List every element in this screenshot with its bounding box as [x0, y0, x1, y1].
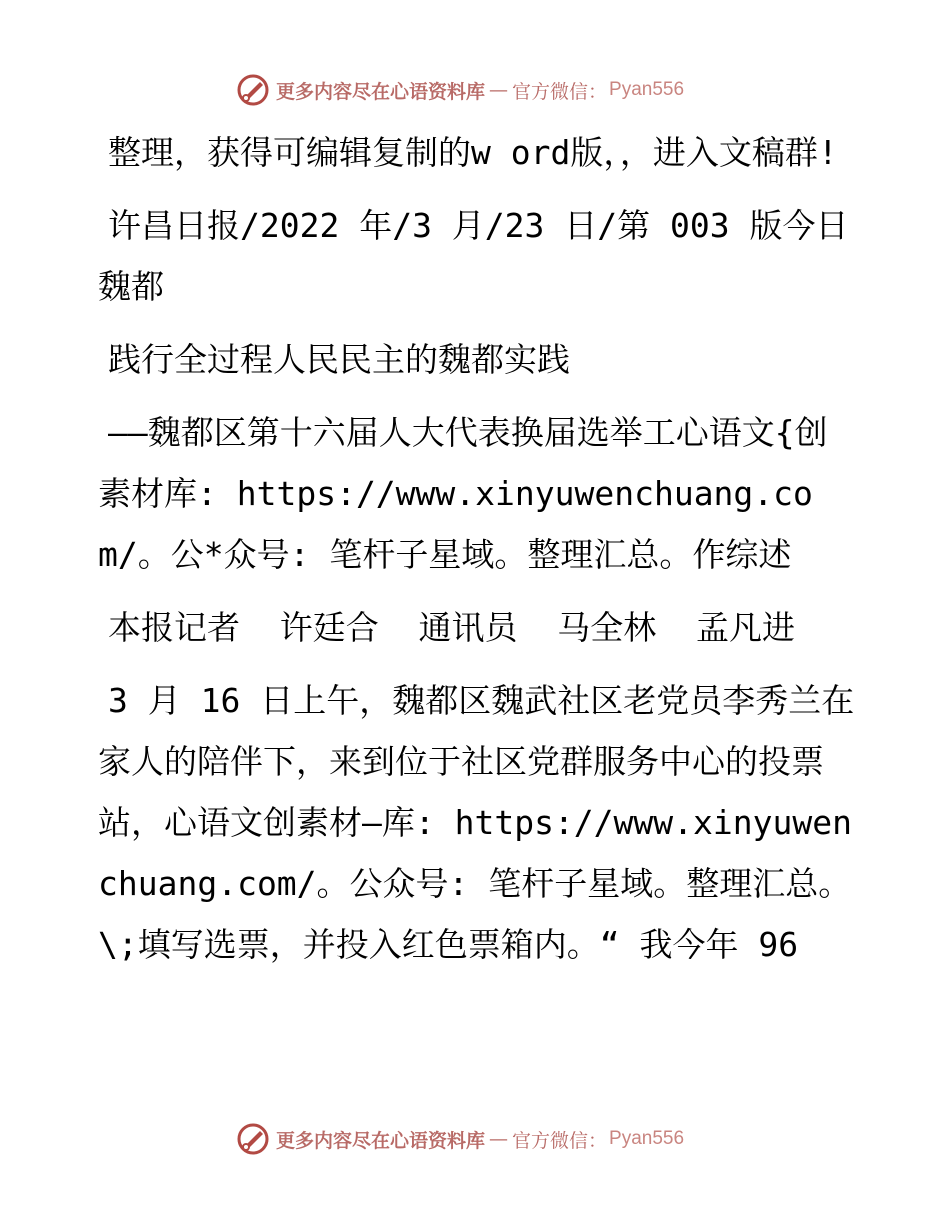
- watermark-site-name: 更多内容尽在心语资料库: [276, 80, 486, 103]
- watermark-dash: —: [489, 1128, 509, 1150]
- watermark-site-name: 更多内容尽在心语资料库: [276, 1129, 486, 1152]
- article-body-paragraph: 3 月 16 日上午，魏都区魏武社区老党员李秀兰在家人的陪伴下，来到位于社区党群服务中心的投票站，心语文创素材—库: https://www.xinyuwenchuang.com/。公众号: 笔杆子星域。整理汇总。\;填写选票，并投入红色票箱内。“ 我今年 96: [98, 681, 855, 964]
- paragraph-source: 许昌日报/2022 年/3 月/23 日/第 003 版今日魏都: [98, 206, 849, 306]
- watermark-footer: [236, 1121, 684, 1157]
- quill-seal-icon: [236, 1122, 270, 1156]
- article-subtitle: ——魏都区第十六届人大代表换届选举工心语文{创素材库: https://www.xinyuwenchuang.com/。公*众号: 笔杆子星域。整理汇总。作综述: [98, 413, 828, 574]
- watermark-wechat-id: Pyan556: [609, 79, 685, 100]
- watermark-header: [236, 72, 684, 108]
- article-title: 践行全过程人民民主的魏都实践: [108, 340, 570, 379]
- watermark-wechat-label: 官方微信：: [512, 1129, 608, 1152]
- watermark-dash: —: [489, 79, 509, 101]
- watermark-wechat-label: 官方微信：: [512, 80, 608, 103]
- quill-seal-icon: [236, 73, 270, 107]
- article-byline: 本报记者 许廷合 通讯员 马全林 孟凡进: [108, 608, 795, 647]
- paragraph-intro: 整理，获得可编辑复制的w ord版，，进入文稿群!: [108, 133, 838, 172]
- watermark-wechat-id: Pyan556: [609, 1128, 685, 1149]
- document-body: [98, 122, 858, 987]
